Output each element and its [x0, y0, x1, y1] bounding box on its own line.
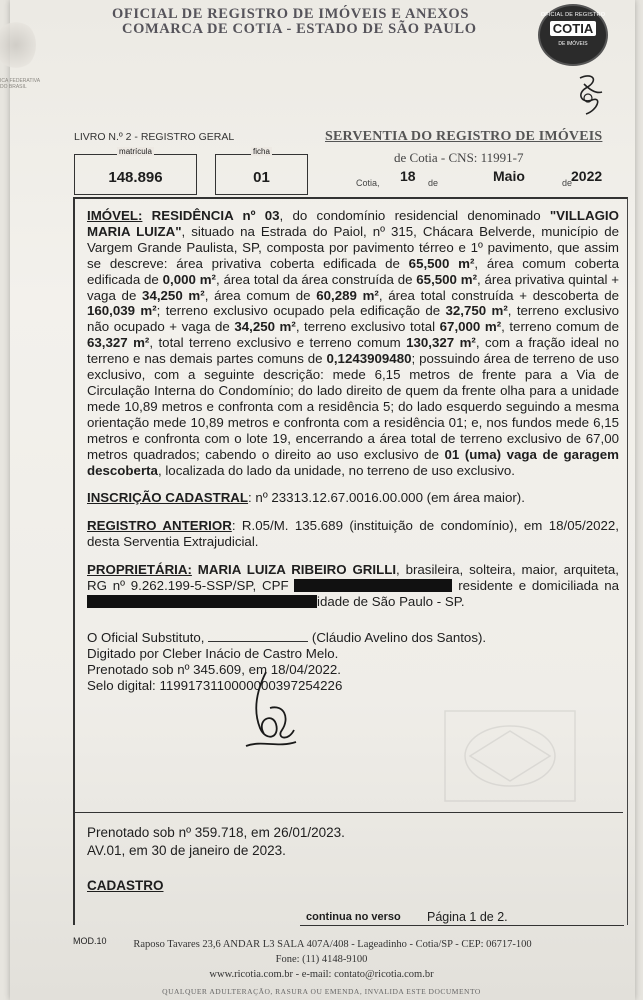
imovel-value: 34,250 m²: [234, 319, 296, 335]
redacted-address: [87, 595, 317, 608]
imovel-value: 0,000 m²: [162, 271, 216, 287]
redacted-cpf: [294, 579, 452, 592]
signature-blank: [208, 641, 308, 642]
imovel-value: 63,327 m²: [87, 335, 150, 351]
imovel-value: 65,500 m²: [408, 255, 475, 271]
imovel-text: , terreno comum de: [501, 319, 619, 335]
imovel-value: 34,250 m²: [142, 287, 205, 303]
matricula-box: [74, 147, 197, 195]
selo-line: Selo digital: 1199173110000000397254226: [87, 677, 343, 693]
imovel-label: IMÓVEL:: [87, 208, 143, 223]
digitado-line: Digitado por Cleber Inácio de Castro Melo.: [87, 645, 339, 661]
ficha-number: 01: [253, 169, 270, 186]
divider-rule: [75, 812, 623, 813]
page-number: Página 1 de 2.: [427, 910, 508, 924]
signature-line: [87, 630, 619, 646]
seal-top-text: OFICIAL DE REGISTRO: [540, 12, 606, 18]
footer-phone: Fone: (11) 4148-9100: [275, 954, 368, 965]
imovel-text: , do condomínio residencial denominado: [279, 208, 550, 223]
inscricao-paragraph: [87, 490, 619, 506]
left-seal-caption: ICA FEDERATIVA DO BRASIL: [0, 78, 40, 90]
proprietaria-label: PROPRIETÁRIA:: [87, 562, 192, 578]
serventia-title: SERVENTIA DO REGISTRO DE IMÓVEIS: [325, 129, 603, 144]
imovel-text: , área privativa quintal + vaga de: [87, 271, 619, 303]
imovel-condo-name: "VILLAGIO MARIA LUIZA": [87, 208, 619, 239]
imovel-text: , área total da área construída de: [215, 271, 417, 287]
imovel-text: , terreno exclusivo não ocupado + vaga de: [87, 303, 619, 335]
date-year: 2022: [571, 168, 603, 184]
imovel-value: 0,1243909480: [326, 351, 412, 367]
cns-line: de Cotia - CNS: 11991-7: [394, 150, 524, 165]
seal-mid-text: COTIA: [550, 21, 596, 36]
date-city: Cotia,: [356, 178, 380, 188]
footer-web: www.ricotia.com.br - e-mail: contato@ricotia.com.br: [209, 969, 434, 980]
imovel-value: 130,327 m²: [406, 335, 476, 351]
imovel-text: , total terreno exclusivo e terreno comum: [149, 335, 407, 351]
imovel-paragraph: [87, 208, 619, 478]
imovel-value: 32,750 m²: [445, 303, 508, 319]
background-stamp-icon: [440, 706, 580, 806]
registro-anterior-label: REGISTRO ANTERIOR: [87, 518, 232, 534]
oficial-label: O Oficial Substituto,: [87, 629, 209, 645]
proprietaria-text: idade de São Paulo - SP.: [317, 593, 465, 609]
annotation-av01: AV.01, em 30 de janeiro de 2023.: [87, 843, 286, 858]
imovel-value: 160,039 m²: [87, 303, 157, 319]
ficha-label: ficha: [253, 147, 270, 156]
imovel-value: 65,500 m²: [416, 271, 478, 287]
rubric-signature-icon: [572, 70, 608, 120]
mod-label: MOD.10: [73, 936, 107, 946]
imovel-value: 67,000 m²: [439, 319, 502, 335]
imovel-value: 01 (uma) vaga de garagem descoberta: [87, 446, 619, 478]
header-office-title: OFICIAL DE REGISTRO DE IMÓVEIS E ANEXOS: [112, 6, 469, 22]
footer-address: Raposo Tavares 23,6 ANDAR L3 SALA 407A/408 - Lageadinho - Cotia/SP - CEP: 06717-100: [133, 939, 532, 950]
matricula-number: 148.896: [108, 169, 163, 186]
imovel-value: 60,289 m²: [316, 287, 379, 303]
date-month: Maio: [493, 168, 525, 184]
registro-anterior-paragraph: [87, 518, 619, 550]
proprietaria-name: MARIA LUIZA RIBEIRO GRILLI: [191, 562, 397, 578]
proprietaria-paragraph: [87, 562, 619, 610]
cotia-seal-icon: [538, 4, 608, 66]
matricula-label: matrícula: [119, 147, 152, 156]
record-body: [87, 208, 619, 693]
imovel-text: ; possuindo área de terreno de uso exclusivo, com a seguinte descrição: mede 6,15 metros de frente para a Via de Circulação Interna do Condomínio; do lado direito de quem da frente olha para a unidade mede 10,89 metros e confronta com a residência 5; do lado esquerdo seguindo a mesma orientação mede 10,89 metros e confronta com a residência 01; e, nos fundos mede 6,15 metros e confronta com o lote 19, encerrando a área total de terreno exclusivo de 67,00 metros quadrados; cabendo o direito ao uso exclusivo de: [87, 351, 619, 462]
imovel-text: , situado na Estrada do Paiol, nº 315, Chácara Belverde, município de Vargem Grande Paulista, SP, composta por pavimento térreo e 1º pavimento, que assim se descreve: área privativa coberta edificada de: [87, 223, 619, 271]
imovel-text: , terreno exclusivo total: [295, 319, 440, 335]
imovel-text: , área comum de: [204, 287, 317, 303]
date-day: 18: [400, 168, 416, 184]
inscricao-text: : nº 23313.12.67.0016.00.000 (em área maior).: [248, 490, 525, 506]
date-de-1: de: [428, 178, 439, 188]
livro-label: LIVRO N.º 2 - REGISTRO GERAL: [74, 131, 235, 143]
registro-anterior-text: : R.05/M. 135.689 (instituição de condomínio), em 18/05/2022, desta Serventia Extrajudicial.: [87, 518, 619, 550]
imovel-text: ; terreno exclusivo ocupado pela edificação de: [156, 303, 446, 319]
date-de-2: de: [562, 178, 573, 188]
oficial-name: (Cláudio Avelino dos Santos).: [308, 629, 487, 645]
inscricao-label: INSCRIÇÃO CADASTRAL: [87, 490, 249, 506]
ficha-box: [215, 147, 308, 195]
imovel-text: , área comum coberta edificada de: [87, 255, 619, 287]
imovel-text: , área total construída + descoberta de: [378, 287, 619, 303]
continua-no-verso: continua no verso: [306, 911, 401, 923]
bottom-rule: [300, 925, 624, 926]
proprietaria-text: residente e domiciliada na: [452, 578, 619, 594]
official-signature-icon: [236, 668, 306, 758]
prenotado-line: Prenotado sob nº 345.609, em 18/04/2022.: [87, 661, 341, 677]
annotation-cadastro: CADASTRO: [87, 878, 164, 893]
header-comarca-title: COMARCA DE COTIA - ESTADO DE SÃO PAULO: [122, 21, 477, 37]
footer-warning: QUALQUER ADULTERAÇÃO, RASURA OU EMENDA, INVALIDA ESTE DOCUMENTO: [162, 987, 481, 996]
imovel-text: , localizada do lado da unidade, no terreno de uso exclusivo.: [157, 462, 515, 478]
proprietaria-text: , brasileira, solteira, maior, arquiteta, RG nº 9.262.199-5-SSP/SP, CPF: [87, 562, 620, 594]
seal-bottom-text: DE IMÓVEIS: [558, 41, 588, 47]
imovel-residence: RESIDÊNCIA nº 03: [142, 208, 280, 223]
annotation-prenotado: Prenotado sob nº 359.718, em 26/01/2023.: [87, 825, 345, 840]
imovel-text: , com a fração ideal no terreno e nas demais partes comuns de: [87, 335, 620, 367]
